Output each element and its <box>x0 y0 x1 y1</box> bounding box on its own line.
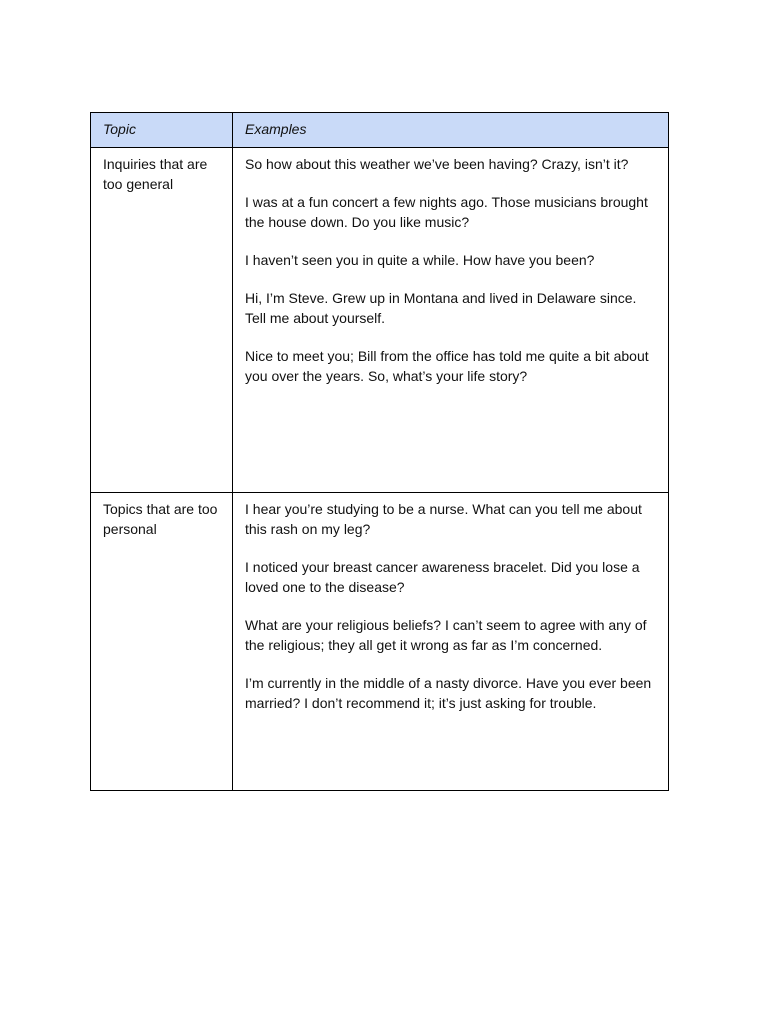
header-topic: Topic <box>91 113 233 148</box>
example-text: What are your religious beliefs? I can’t seem to agree with any of the religious; they all get it wrong as far as I’m concerned. <box>245 617 647 653</box>
topic-cell: Inquiries that are too general <box>91 148 233 493</box>
example-text: I was at a fun concert a few nights ago. Those musicians brought the house down. Do you like music? <box>245 194 648 230</box>
examples-cell <box>233 148 669 493</box>
example-text: So how about this weather we’ve been having? Crazy, isn’t it? <box>245 156 629 172</box>
header-examples: Examples <box>233 113 669 148</box>
table-header-row <box>91 113 669 148</box>
examples-cell <box>233 493 669 791</box>
topic-cell: Topics that are too personal <box>91 493 233 791</box>
example-text: Hi, I’m Steve. Grew up in Montana and lived in Delaware since. Tell me about yourself. <box>245 290 637 326</box>
table-row <box>91 493 669 791</box>
topics-table <box>90 112 669 791</box>
example-text: I haven’t seen you in quite a while. How have you been? <box>245 252 595 268</box>
example-text: I’m currently in the middle of a nasty divorce. Have you ever been married? I don’t recommend it; it’s just asking for trouble. <box>245 675 652 711</box>
example-text: Nice to meet you; Bill from the office has told me quite a bit about you over the years. So, what’s your life story? <box>245 348 649 384</box>
example-text: I hear you’re studying to be a nurse. What can you tell me about this rash on my leg? <box>245 501 642 537</box>
example-text: I noticed your breast cancer awareness bracelet. Did you lose a loved one to the disease? <box>245 559 640 595</box>
table-row <box>91 148 669 493</box>
